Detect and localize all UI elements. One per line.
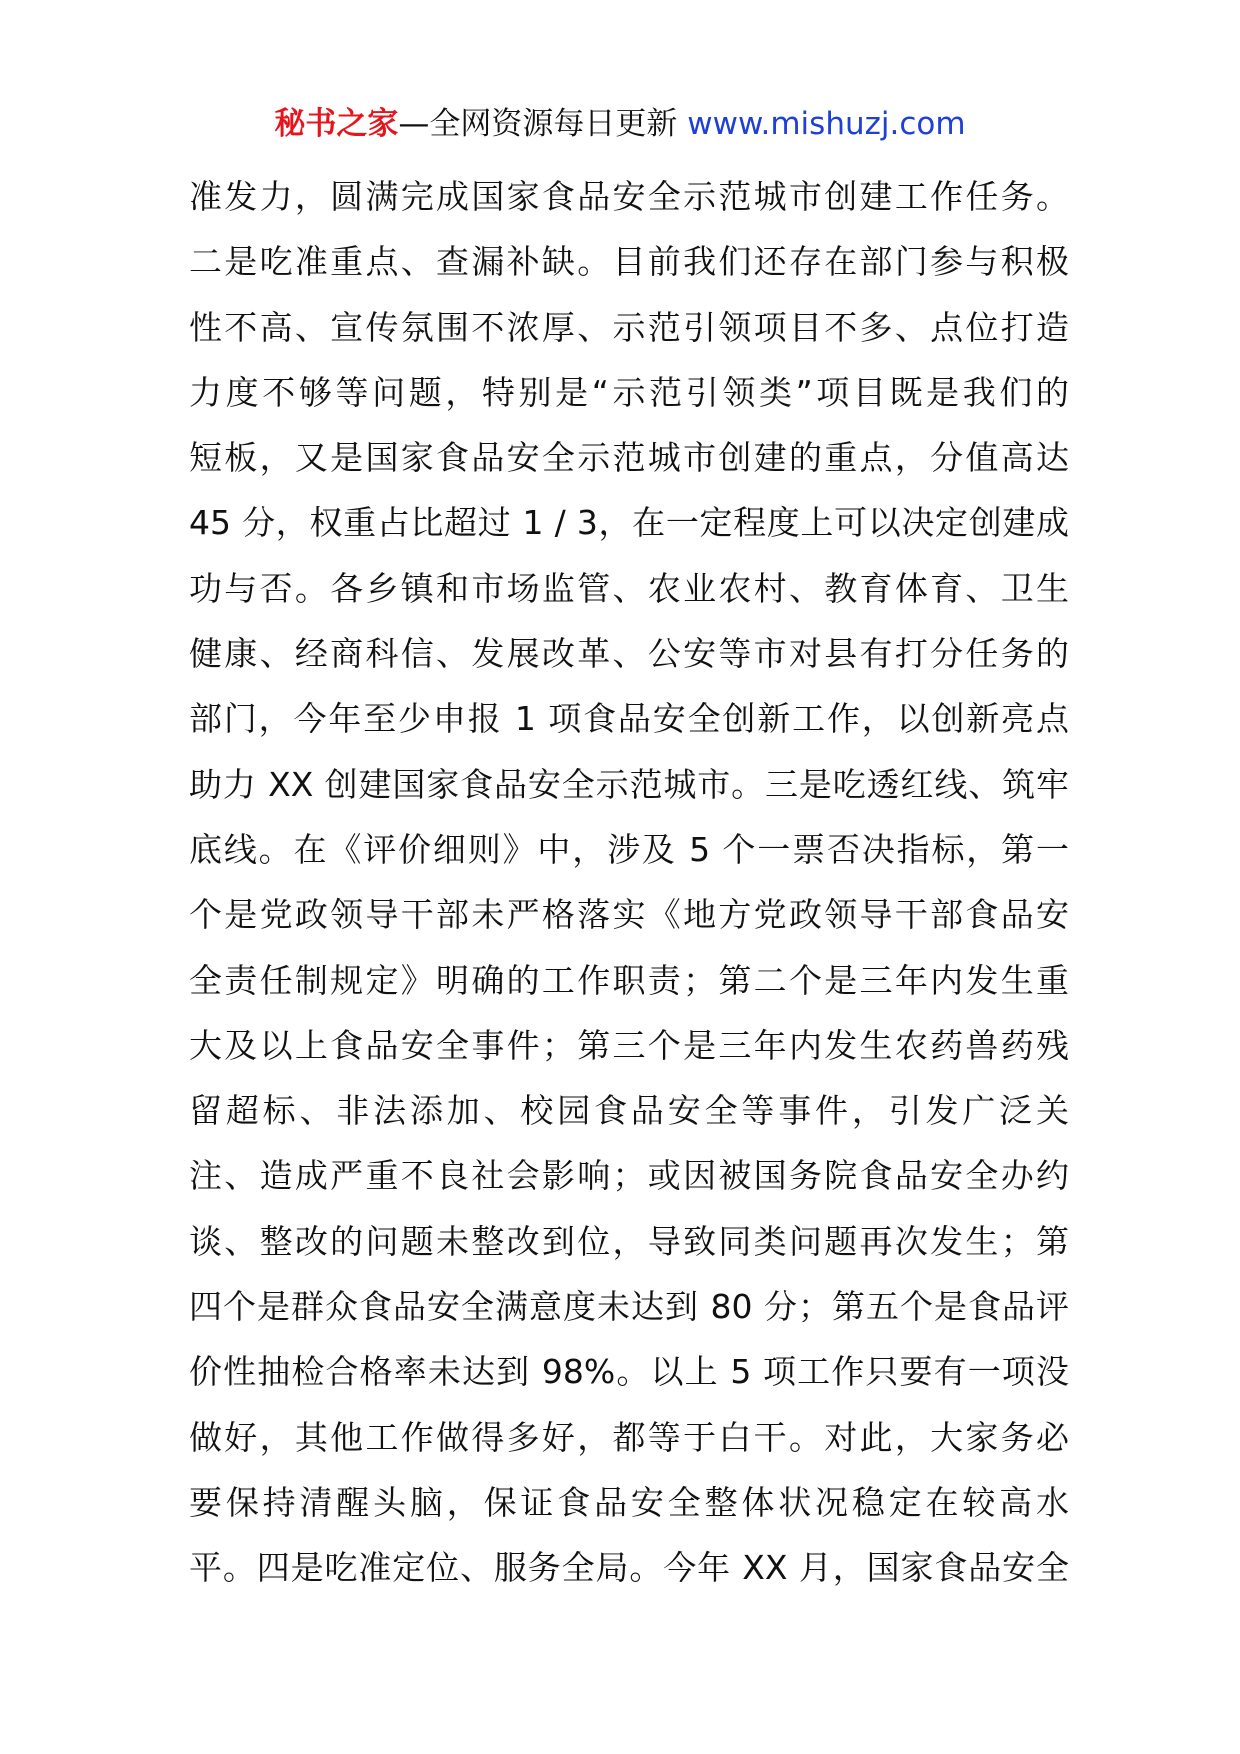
text-line: 全责任制规定》明确的工作职责；第二个是三年内发生重 [189,960,1069,1000]
text-line: 注、造成严重不良社会影响；或因被国务院食品安全办约 [189,1156,1069,1196]
text-line: 个是党政领导干部未严格落实《地方党政领导干部食品安 [189,895,1069,935]
site-brand: 秘书之家 [274,106,399,142]
text-line: 大及以上食品安全事件；第三个是三年内发生农药兽药残 [189,1025,1069,1065]
text-line: 平。四是吃准定位、服务全局。今年 XX 月，国家食品安全 [189,1548,1069,1588]
text-line: 四个是群众食品安全满意度未达到 80 分；第五个是食品评 [189,1287,1069,1327]
site-header [0,100,1240,148]
text-line: 准发力，圆满完成国家食品安全示范城市创建工作任务。 [189,177,1069,216]
text-line: 助力 XX 创建国家食品安全示范城市。三是吃透红线、筑牢 [189,764,1069,804]
text-line: 性不高、宣传氛围不浓厚、示范引领项目不多、点位打造 [189,307,1069,347]
text-line: 健康、经商科信、发展改革、公安等市对县有打分任务的 [189,634,1069,674]
text-line: 底线。在《评价细则》中，涉及 5 个一票否决指标，第一 [189,829,1069,869]
text-line: 功与否。各乡镇和市场监管、农业农村、教育体育、卫生 [189,568,1069,608]
text-line: 部门，今年至少申报 1 项食品安全创新工作，以创新亮点 [189,699,1069,739]
text-line: 短板，又是国家食品安全示范城市创建的重点，分值高达 [189,438,1069,478]
text-line: 要保持清醒头脑，保证食品安全整体状况稳定在较高水 [189,1482,1069,1522]
text-line: 力度不够等问题，特别是“示范引领类”项目既是我们的 [189,372,1069,412]
site-tagline: —全网资源每日更新 [398,106,678,142]
text-line: 做好，其他工作做得多好，都等于白干。对此，大家务必 [189,1417,1069,1457]
text-line: 二是吃准重点、查漏补缺。目前我们还存在部门参与积极 [189,242,1069,282]
text-line: 价性抽检合格率未达到 98%。以上 5 项工作只要有一项没 [189,1352,1069,1392]
text-line: 45 分，权重占比超过 1 / 3，在一定程度上可以决定创建成 [189,503,1069,543]
text-line: 留超标、非法添加、校园食品安全等事件，引发广泛关 [189,1091,1069,1131]
document-body [189,164,1069,1601]
site-url-link[interactable]: www.mishuzj.com [687,106,966,142]
text-line: 谈、整改的问题未整改到位，导致同类问题再次发生；第 [189,1221,1069,1261]
